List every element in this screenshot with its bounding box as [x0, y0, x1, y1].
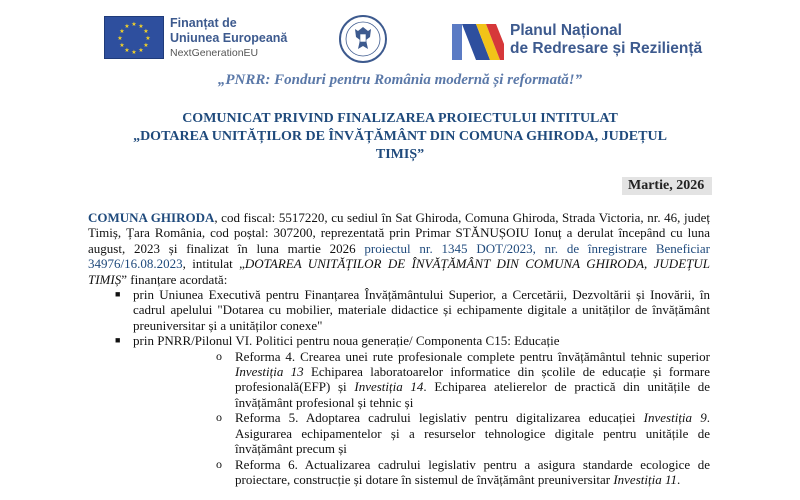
- investment-ref: Investiția 13: [235, 364, 304, 380]
- intro-text-1: , cod fiscal: 5517220, cu sediul în Sat Ghiroda, Comuna Ghiroda, Strada Victoria, nr. 46, județ Timiș, Țara România, cod poștal: 307200, reprezentată prin Primar STĂNUȘOIU Ionuț a derulat începând cu luna august, 2023 și finalizat în luna martie 2026: [88, 210, 710, 256]
- reform-text: Reforma 6. Actualizarea cadrului legislativ pentru a asigura standarde ecologice de proiectare, construcție și dotare în sistemul de învățământ preuniversitar: [235, 456, 710, 487]
- list-item: [88, 457, 710, 488]
- document-body: [88, 210, 710, 487]
- investment-ref: Investiția 11: [613, 471, 677, 487]
- list-item: [88, 349, 710, 411]
- logo-header: [0, 8, 800, 68]
- svg-text:★: ★: [138, 23, 144, 30]
- intro-paragraph: [88, 210, 710, 287]
- bullet-text: prin PNRR/Pilonul VI. Politici pentru noua generație/ Componenta C15: Educație: [133, 333, 560, 349]
- circle-bullet-icon: o: [216, 410, 222, 425]
- svg-text:★: ★: [124, 23, 130, 30]
- svg-text:★: ★: [124, 47, 130, 54]
- pnrr-line-2: de Redresare și Reziliență: [510, 40, 703, 57]
- pnrr-logo-icon: [452, 22, 504, 62]
- reform-text: Reforma 4. Crearea unei rute profesionale complete pentru învățământul tehnic superior: [235, 348, 710, 364]
- svg-text:★: ★: [131, 49, 137, 56]
- list-item: [88, 410, 710, 456]
- eu-flag-icon: [104, 16, 164, 59]
- reform-list: [88, 349, 710, 488]
- document-date: Martie, 2026: [622, 177, 712, 195]
- title-line-2: „DOTAREA UNITĂȚILOR DE ÎNVĂȚĂMÂNT DIN COMUNA GHIRODA, JUDEȚUL: [133, 129, 667, 144]
- reform-text: Echiparea laboratoarelor informatice din școlile de educație și formare profesională(EFP) și: [235, 364, 710, 395]
- square-bullet-icon: ■: [115, 335, 121, 346]
- investment-ref: Investiția 14: [354, 379, 424, 395]
- pnrr-logo-text: [510, 22, 702, 58]
- project-title: DOTAREA UNITĂȚILOR DE ÎNVĂȚĂMÂNT DIN COMUNA GHIRODA, JUDEȚUL TIMIȘ: [88, 256, 710, 287]
- eu-line-3: NextGenerationEU: [170, 47, 259, 59]
- investment-ref: Investiția 9: [643, 410, 707, 426]
- svg-text:★: ★: [143, 28, 149, 35]
- bullet-text: prin Uniunea Executivă pentru Finanțarea Învățământului Superior, a Cercetării, Dezvoltării și Inovării, în cadrul apelului "Dotarea cu mobilier, materiale didactice și echipamente digitale a unităților de învățământ preuniversitar și a unităților conexe": [133, 287, 710, 333]
- pnrr-line-1: Planul Național: [510, 22, 622, 39]
- eu-funding-text: [170, 16, 287, 61]
- eu-line-1: Finanțat de: [170, 16, 237, 30]
- intro-text-2: , intitulat „: [182, 256, 245, 272]
- svg-text:★: ★: [119, 28, 125, 35]
- reform-text: Reforma 5. Adoptarea cadrului legislativ pentru digitalizarea educației: [235, 410, 644, 426]
- svg-text:★: ★: [145, 35, 151, 42]
- list-item: [88, 333, 710, 348]
- list-item: [88, 287, 710, 333]
- title-line-3: TIMIȘ”: [375, 147, 425, 162]
- square-bullet-icon: ■: [115, 289, 121, 300]
- reform-text: . Echiparea atelierelor de practică din unitățile de învățământ profesional și tehnic și: [235, 379, 710, 410]
- intro-text-3: ” finanțare acordată:: [121, 271, 228, 287]
- circle-bullet-icon: o: [216, 348, 222, 363]
- eu-line-2: Uniunea Europeană: [170, 31, 288, 45]
- svg-text:★: ★: [117, 35, 123, 42]
- title-line-1: COMUNICAT PRIVIND FINALIZAREA PROIECTULUI INTITULAT: [182, 111, 618, 126]
- organization-name: COMUNA GHIRODA: [88, 210, 215, 225]
- svg-text:★: ★: [138, 47, 144, 54]
- svg-text:★: ★: [119, 42, 125, 49]
- funding-list: [88, 287, 710, 349]
- circle-bullet-icon: o: [216, 456, 222, 471]
- reform-text: .: [677, 471, 681, 487]
- reform-text: . Asigurarea echipamentelor și a resurselor tehnologice digitale pentru unitățile de învățământ precum și: [235, 410, 710, 457]
- slogan: „PNRR: Fonduri pentru România modernă și reformată!”: [217, 72, 583, 88]
- document-title: [0, 110, 800, 164]
- government-seal-icon: [338, 13, 388, 65]
- svg-text:★: ★: [131, 21, 137, 28]
- contract-reference: proiectul nr. 1345 DOT/2023, nr. de înregistrare Beneficiar 34976/16.08.2023: [88, 240, 710, 272]
- svg-text:★: ★: [143, 42, 149, 49]
